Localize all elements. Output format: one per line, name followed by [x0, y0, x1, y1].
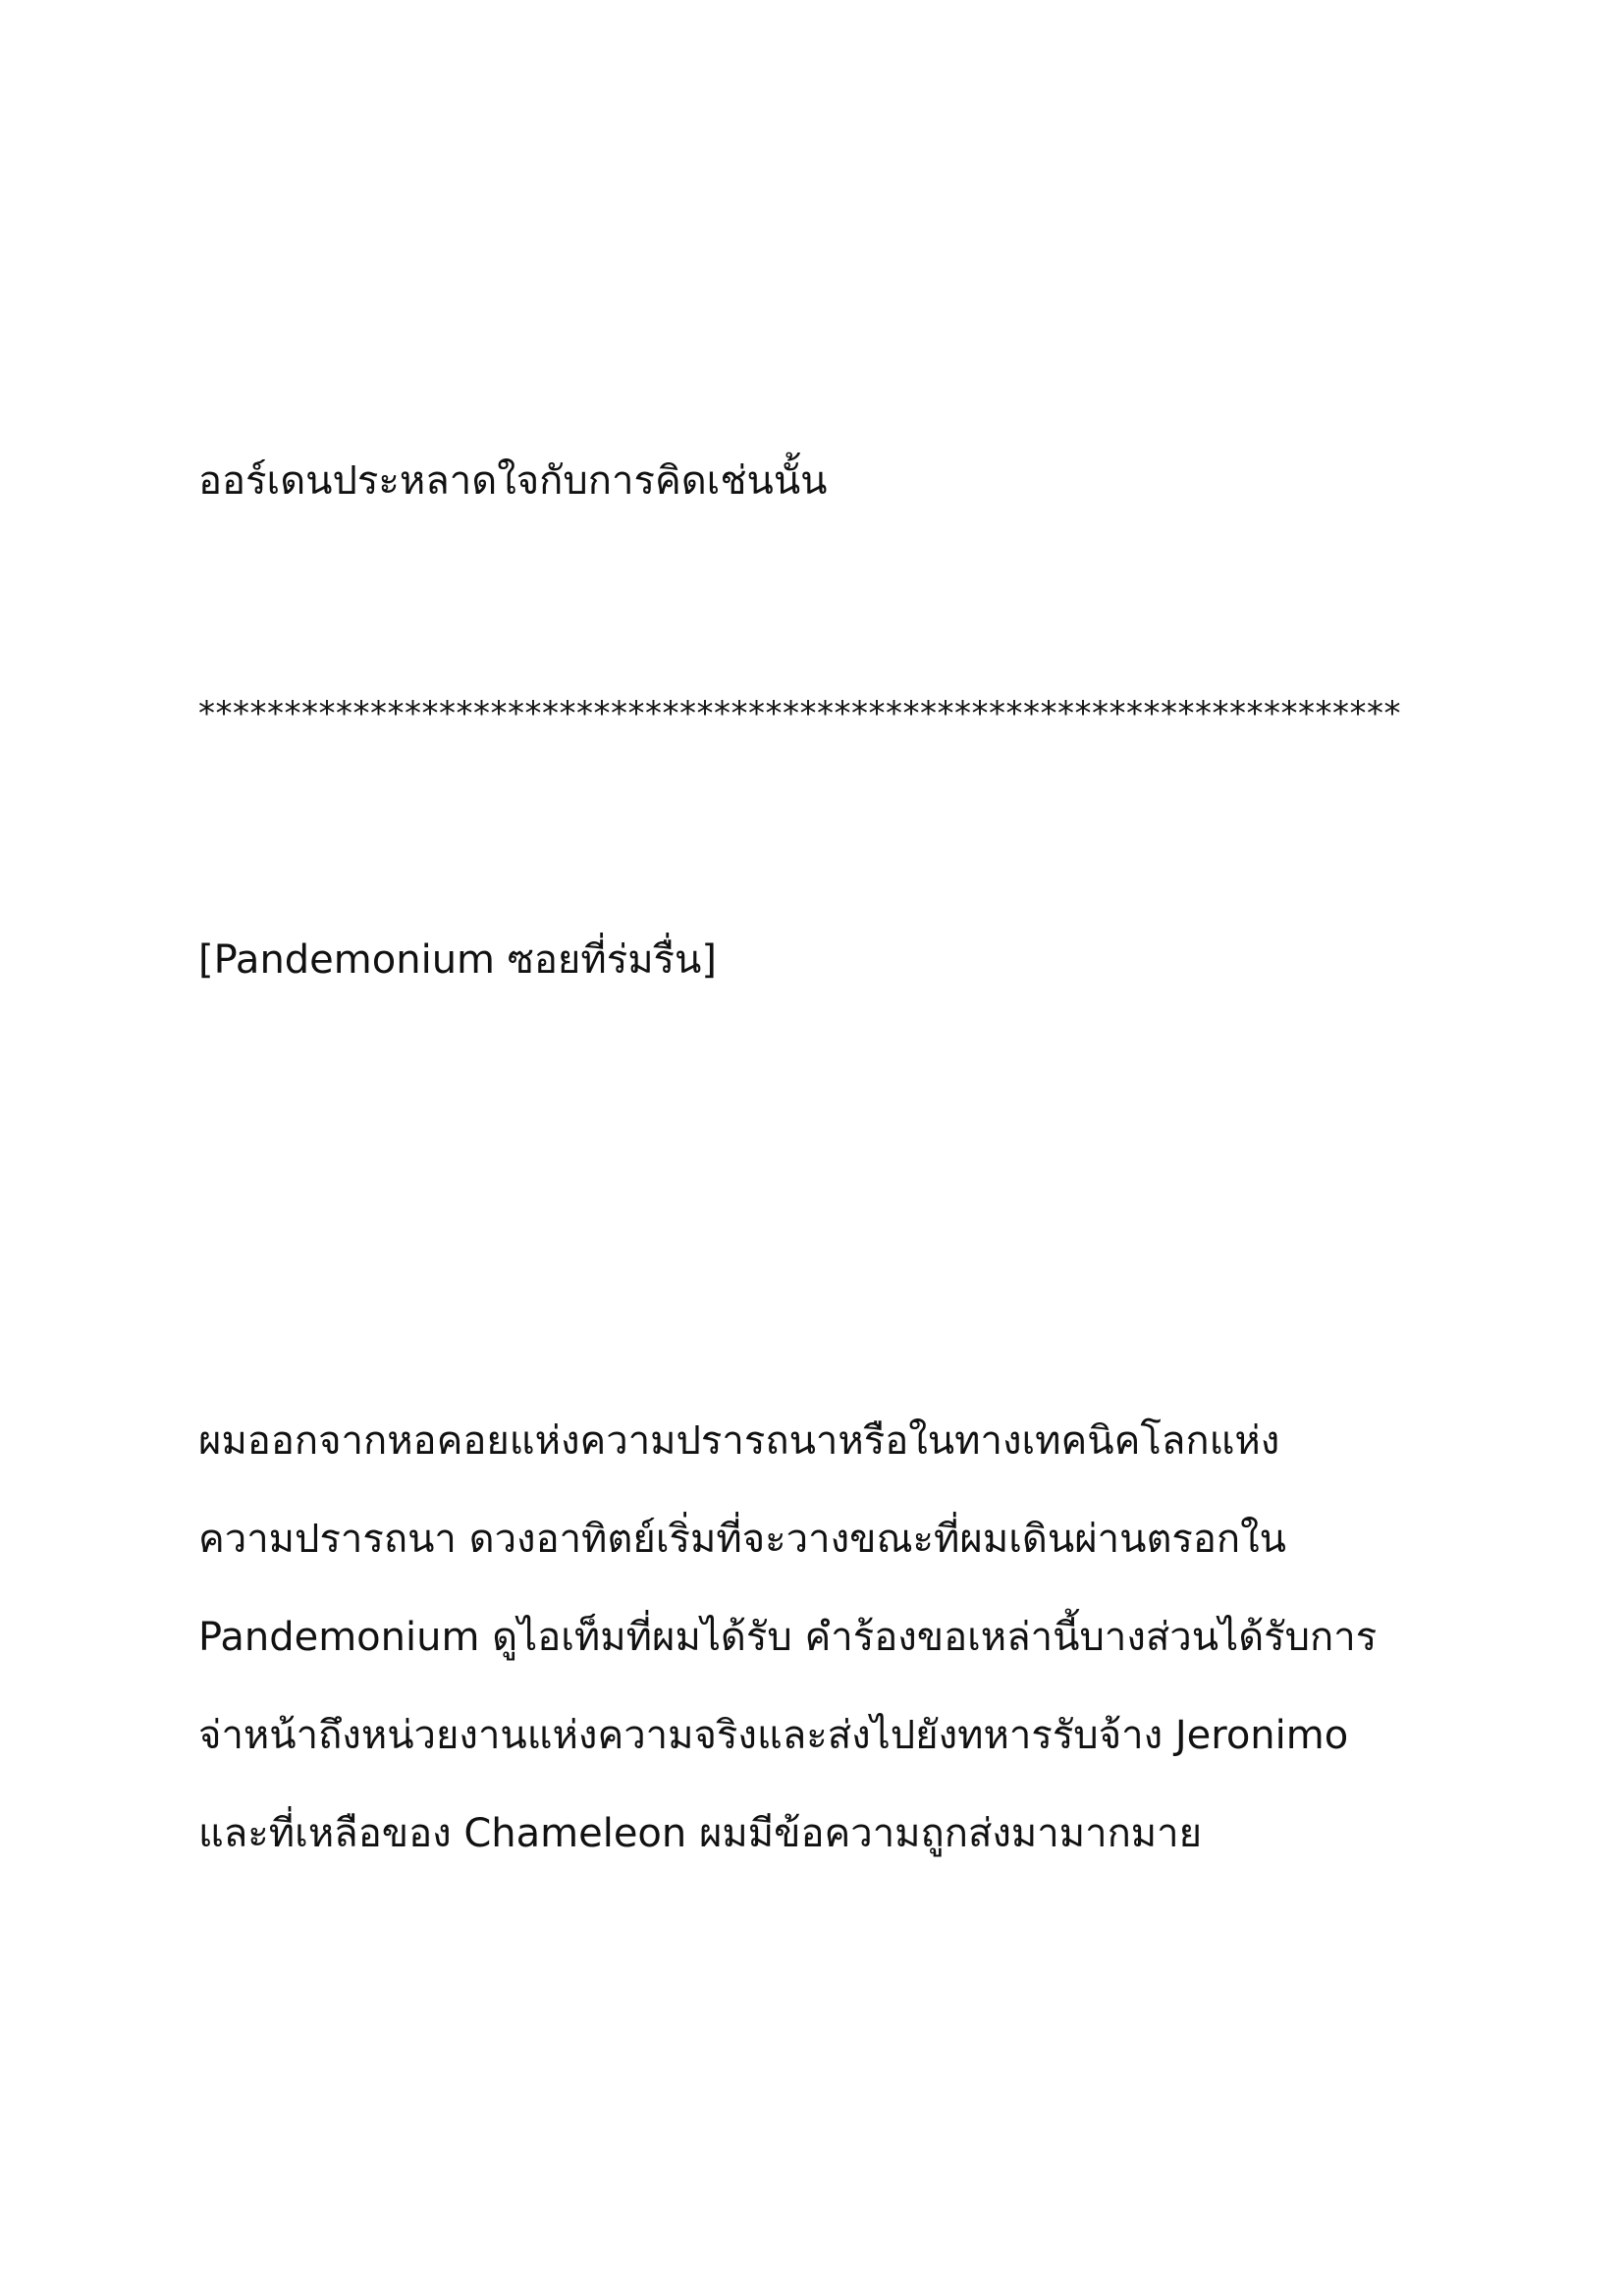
- paragraph-line: และที่เหลือของ Chameleon ผมมีข้อความถูกส่งมามากมาย: [198, 1811, 1203, 1856]
- paragraph-line: Pandemonium ดูไอเท็มที่ผมได้รับ คำร้องขอเหล่านี้บางส่วนได้รับการ: [198, 1615, 1378, 1660]
- scene-header: [Pandemonium ซอยที่ร่มรื่น]: [198, 937, 717, 983]
- heading-line: ออร์เดนประหลาดใจกับการคิดเช่นนั้น: [198, 458, 828, 504]
- section-separator: **********************************************************************: [198, 697, 1401, 730]
- paragraph-line: ผมออกจากหอคอยแห่งความปรารถนาหรือในทางเทคนิคโลกแห่ง: [198, 1418, 1280, 1464]
- paragraph-line: ความปรารถนา ดวงอาทิตย์เริ่มที่จะวางขณะที่ผมเดินผ่านตรอกใน: [198, 1517, 1287, 1562]
- paragraph-line: จ่าหน้าถึงหน่วยงานแห่งความจริงและส่งไปยังทหารรับจ้าง Jeronimo: [198, 1713, 1349, 1758]
